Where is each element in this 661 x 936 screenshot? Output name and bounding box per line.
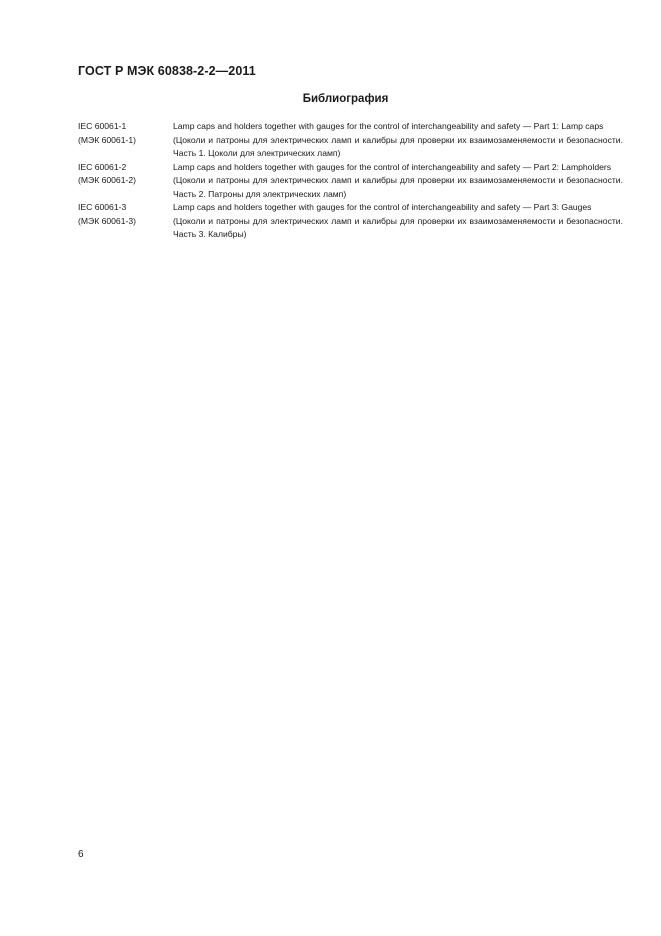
entry-text: (Цоколи и патроны для электрических ламп и калибры для проверки их взаимозаменяемости и безопасности. Часть 2. Патроны для электрических ламп) <box>173 175 623 199</box>
entry-text: Lamp caps and holders together with gauges for the control of interchangeability and safety — Part 2: Lampholders <box>173 161 612 172</box>
bibliography-entry <box>78 134 623 161</box>
entry-code: IEC 60061-3 <box>78 202 127 212</box>
entry-text: Lamp caps and holders together with gauges for the control of interchangeability and safety — Part 1: Lamp caps <box>173 121 604 131</box>
bibliography-entry <box>78 201 623 215</box>
entry-code: (МЭК 60061-3) <box>78 215 136 226</box>
bibliography-entry <box>78 215 623 242</box>
bibliography-entry <box>78 174 623 201</box>
entry-text: Lamp caps and holders together with gauges for the control of interchangeability and safety — Part 3: Gauges <box>173 202 592 212</box>
entry-code: IEC 60061-2 <box>78 161 127 172</box>
bibliography-entry <box>78 161 623 175</box>
entry-text: (Цоколи и патроны для электрических ламп и калибры для проверки их взаимозаменяемости и безопасности. Часть 1. Цоколи для электрических ламп) <box>173 134 623 158</box>
entry-code: IEC 60061-1 <box>78 121 127 131</box>
entry-code: (МЭК 60061-1) <box>78 134 136 145</box>
bibliography-list <box>78 120 623 242</box>
entry-text: (Цоколи и патроны для электрических ламп и калибры для проверки их взаимозаменяемости и безопасности. Часть 3. Калибры) <box>173 215 623 239</box>
page-number: 6 <box>78 849 84 860</box>
document-header: ГОСТ Р МЭК 60838-2-2—2011 <box>78 64 256 78</box>
bibliography-entry <box>78 120 623 134</box>
bibliography-title: Библиография <box>302 93 389 105</box>
entry-code: (МЭК 60061-2) <box>78 175 136 185</box>
